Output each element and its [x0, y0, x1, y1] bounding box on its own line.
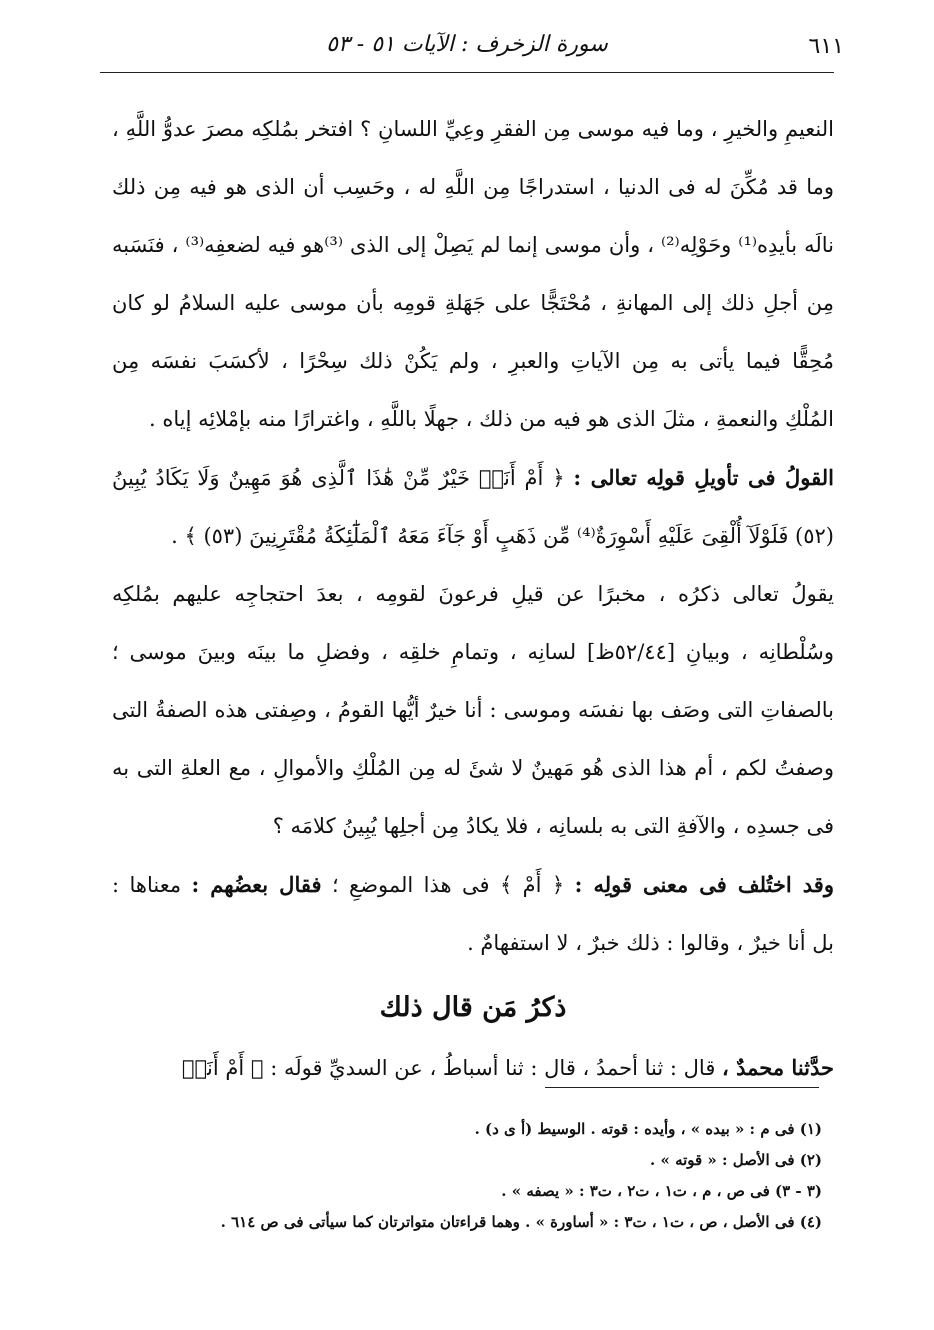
- text-line: يقولُ تعالى ذكرُه ، مخبرًا عن قيلِ فرعونَ لقومِه ، بعدَ احتجاجِه عليهم بمُلكِه: [112, 582, 834, 606]
- text-line: النعيمِ والخيرِ ، وما فيه موسى مِن الفقرِ وعِيِّ اللسانِ ؟ افتخر بمُلكِه مصرَ عدوُّ اللَّهِ ،: [112, 117, 834, 141]
- bold-phrase: فقال بعضُهم :: [191, 872, 322, 897]
- page-number: ٦١١: [808, 34, 844, 59]
- text-line: بل أنا خيرٌ ، وقالوا : ذلك خبرٌ ، لا استفهامٌ .: [467, 931, 834, 955]
- verse-lead: القولُ فى تأويلِ قولِه تعالى :: [573, 465, 834, 490]
- paragraph-4: [112, 867, 834, 961]
- page-header: [100, 30, 844, 70]
- section-heading: ذكرُ مَن قال ذلك: [379, 992, 567, 1023]
- text-line: [112, 867, 834, 903]
- verse-text: (٥٢) فَلَوْلَآ أُلْقِىَ عَلَيْهِ أَسْوِرَةٌ⁽⁴⁾ مِّن ذَهَبٍ أَوْ جَآءَ مَعَهُ ٱلْمَلَٰٓئِكَةُ مُقْتَرِنِينَ (٥٣) ﴾ .: [171, 524, 834, 548]
- footnote-item: (١) فى م : « بيده » ، وأيده : قوته . الوسيط (أ ى د) .: [474, 1120, 822, 1138]
- footnote-item: (٣ - ٣) فى ص ، م ، ت١ ، ت٢ ، ت٣ : « يصفه » .: [501, 1182, 822, 1200]
- verse-line: [112, 460, 834, 496]
- inline-text: قال : ثنا أحمدُ ، قال : ثنا أسباطُ ، عن السديِّ قولَه : ﴿ أَمْ أَنَا۠: [181, 1056, 716, 1080]
- verse-line: [112, 519, 834, 554]
- text-line: بالصفاتِ التى وصَف بها نفسَه وموسى : أنا خيرٌ أيُّها القومُ ، وصِفتى هذه الصفةُ التى: [112, 698, 834, 722]
- verse-text: ﴿ أَمْ أَنَا۠ خَيْرٌ مِّنْ هَٰذَا ٱلَّذِى هُوَ مَهِينٌ وَلَا يَكَادُ يُبِينُ: [112, 466, 565, 490]
- inline-text: معناها :: [112, 873, 182, 897]
- footnote-divider: [545, 1087, 819, 1088]
- paragraph-1: [112, 112, 834, 437]
- text-line: [112, 1050, 834, 1086]
- text-line: مِن أجلِ ذلك إلى المهانةِ ، مُحْتَجًّا على جَهَلةِ قومِه بأن موسى عليه السلامُ لو كان: [112, 291, 834, 315]
- footnotes: [100, 1118, 822, 1242]
- text-line: المُلْكِ والنعمةِ ، مثلَ الذى هو فيه من ذلك ، جهلًا باللَّهِ ، واغترارًا منه بإمْلائِه إياه .: [149, 407, 834, 431]
- footnote-item: (٤) فى الأصل ، ص ، ت١ ، ت٣ : « أساورة » . وهما قراءتان متواترتان كما سيأتى فى ص ٦١٤ .: [220, 1213, 822, 1231]
- text-line: وصفتُ لكم ، أم هذا الذى هُو مَهينٌ لا شئَ له مِن المُلْكِ والأموالِ ، مع العلةِ التى به: [112, 756, 834, 780]
- running-title: سورة الزخرف : الآيات ٥١ - ٥٣: [326, 32, 608, 57]
- inline-text: ﴿ أَمْ ﴾ فى هذا الموضعِ ؛: [331, 873, 565, 897]
- paragraph-3: [112, 577, 834, 844]
- text-line: وما قد مُكِّنَ له فى الدنيا ، استدراجًا مِن اللَّهِ له ، وحَسِب أن الذى هو فيه مِن ذلك: [112, 175, 834, 199]
- text-line: وسُلْطانِه ، وبيانِ [٥٢/٤٤ظ] لسانِه ، وتمامِ خلقِه ، وفضلِ ما بينَه وبينَ موسى ؛: [112, 640, 834, 664]
- header-divider: [100, 72, 834, 73]
- bold-lead: حدَّثنا محمدٌ ،: [722, 1055, 834, 1080]
- main-text: [112, 112, 834, 1109]
- text-line: فى جسدِه ، والآفةِ التى به بلسانِه ، فلا يكادُ مِن أجلِها يُبِينُ كلامَه ؟: [272, 814, 834, 838]
- text-line: مُحِقًّا فيما يأتى به مِن الآياتِ والعبرِ ، ولم يَكُنْ ذلك سِحْرًا ، لأكسَبَ نفسَه مِن: [112, 349, 834, 373]
- footnote-item: (٢) فى الأصل : « قوته » .: [650, 1151, 822, 1169]
- text-line: نالَه بأيدِه⁽¹⁾ وحَوْلِه⁽²⁾ ، وأن موسى إنما لم يَصِلْ إلى الذى ⁽³⁾هو فيه لضعفِه⁽³⁾ ، فنَسَبه: [112, 233, 834, 257]
- paragraph-5: [112, 1050, 834, 1086]
- bold-lead: وقد اختُلف فى معنى قولِه :: [574, 872, 834, 897]
- paragraph-2: [112, 460, 834, 554]
